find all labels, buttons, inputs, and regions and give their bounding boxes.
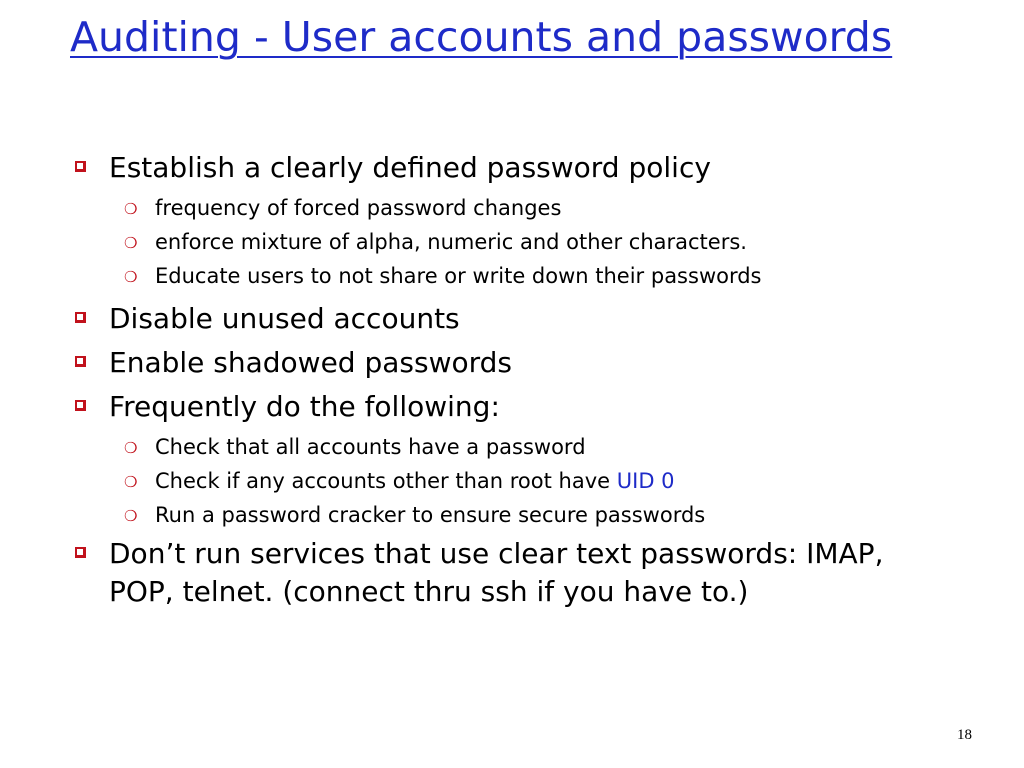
sub-bullet-text: Check if any accounts other than root have — [155, 469, 611, 493]
sub-bullet-text: Check that all accounts have a password — [155, 435, 586, 459]
sub-bullet-text: Run a password cracker to ensure secure passwords — [155, 503, 706, 527]
uid-highlight: UID 0 — [616, 469, 675, 493]
bullet-text: Establish a clearly defined password policy — [109, 151, 711, 184]
bullet-item — [72, 385, 952, 429]
slide-content — [72, 146, 952, 611]
slide-title: Auditing - User accounts and passwords — [70, 13, 893, 61]
ring-bullet-icon: ❍ — [124, 234, 138, 252]
bullet-text: Enable shadowed passwords — [109, 346, 512, 379]
sub-bullet-item — [72, 193, 952, 224]
bullet-item — [72, 535, 929, 611]
square-bullet-icon — [75, 400, 86, 411]
square-bullet-icon — [75, 356, 86, 367]
bullet-item — [72, 341, 952, 385]
ring-bullet-icon: ❍ — [124, 507, 138, 525]
bullet-text: Don’t run services that use clear text passwords: IMAP, POP, telnet. (connect thru ssh if you have to.) — [109, 537, 884, 608]
sub-bullet-item — [72, 261, 805, 291]
sub-bullet-text: frequency of forced password changes — [155, 196, 562, 220]
bullet-text: Disable unused accounts — [109, 302, 460, 335]
bullet-text: Frequently do the following: — [109, 390, 500, 423]
ring-bullet-icon: ❍ — [124, 473, 138, 491]
sub-bullet-item — [72, 432, 952, 463]
square-bullet-icon — [75, 547, 86, 558]
page-number: 18 — [957, 727, 972, 743]
bullet-item — [72, 146, 952, 190]
sub-bullet-item — [72, 500, 952, 531]
sub-bullet-item — [72, 466, 952, 497]
ring-bullet-icon: ❍ — [124, 439, 138, 457]
ring-bullet-icon: ❍ — [124, 268, 138, 286]
sub-bullet-line — [155, 466, 952, 497]
sub-bullet-text: Educate users to not share or write down their passwords — [155, 264, 762, 288]
ring-bullet-icon: ❍ — [124, 200, 138, 218]
bullet-item — [72, 297, 952, 341]
square-bullet-icon — [75, 312, 86, 323]
sub-bullet-item — [72, 227, 952, 258]
square-bullet-icon — [75, 161, 86, 172]
sub-bullet-text: enforce mixture of alpha, numeric and other characters. — [155, 230, 747, 254]
